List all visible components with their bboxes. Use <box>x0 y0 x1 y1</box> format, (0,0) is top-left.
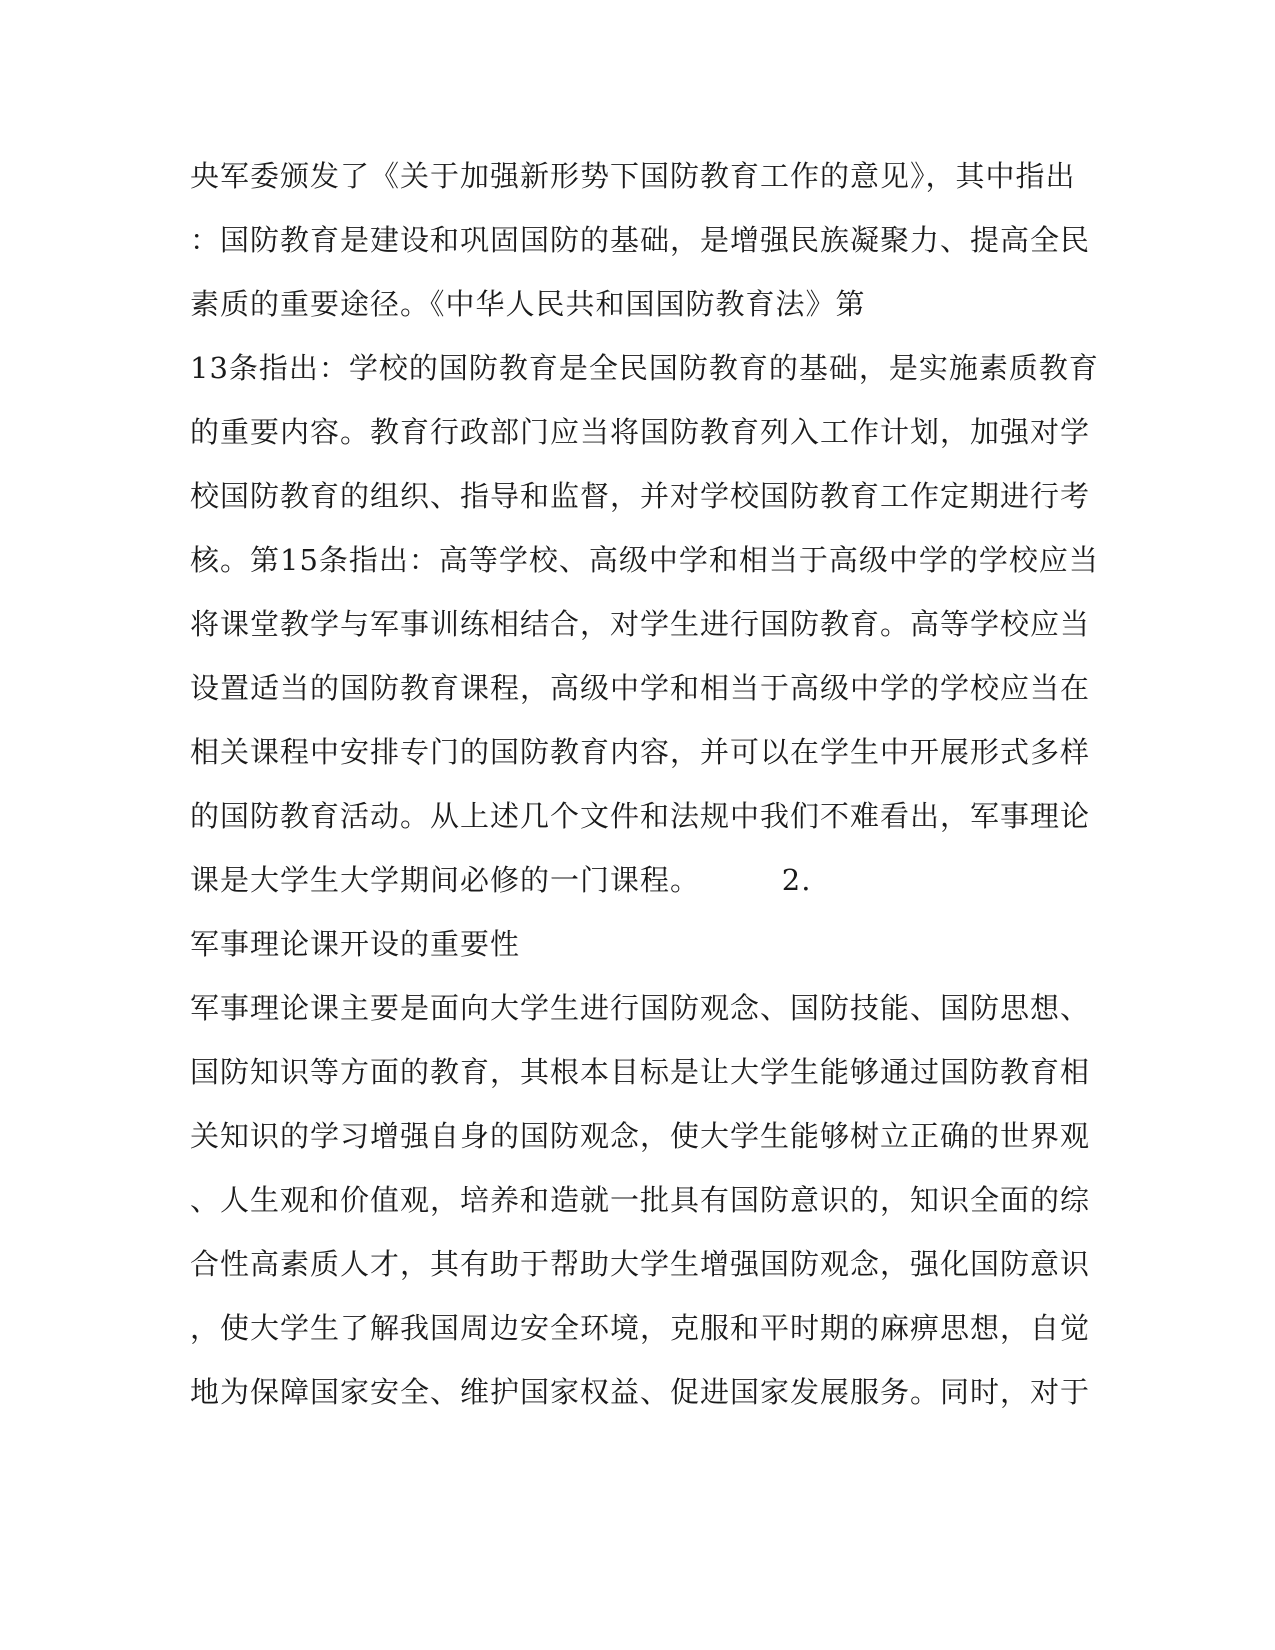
text-line: 合性高素质人才，其有助于帮助大学生增强国防观念，强化国防意识 <box>190 1247 1091 1281</box>
text-line: 地为保障国家安全、维护国家权益、促进国家发展服务。同时，对于 <box>190 1375 1091 1409</box>
text-line: 核。第15条指出：高等学校、高级中学和相当于高级中学的学校应当 <box>190 543 1099 577</box>
text-line: 国防知识等方面的教育，其根本目标是让大学生能够通过国防教育相 <box>190 1055 1091 1089</box>
text-line: 关知识的学习增强自身的国防观念，使大学生能够树立正确的世界观 <box>190 1119 1091 1153</box>
text-line: 13条指出：学校的国防教育是全民国防教育的基础，是实施素质教育 <box>190 351 1099 385</box>
text-line: 的国防教育活动。从上述几个文件和法规中我们不难看出，军事理论 <box>190 799 1091 833</box>
text-line: 设置适当的国防教育课程，高级中学和相当于高级中学的学校应当在 <box>190 671 1091 705</box>
text-line: ，使大学生了解我国周边安全环境，克服和平时期的麻痹思想，自觉 <box>190 1311 1091 1345</box>
text-line: 军事理论课主要是面向大学生进行国防观念、国防技能、国防思想、 <box>190 991 1091 1025</box>
text-line: 、人生观和价值观，培养和造就一批具有国防意识的，知识全面的综 <box>190 1183 1091 1217</box>
section-heading: 军事理论课开设的重要性 <box>190 927 521 961</box>
text-line: 校国防教育的组织、指导和监督，并对学校国防教育工作定期进行考 <box>190 479 1091 513</box>
text-line: 素质的重要途径。《中华人民共和国国防教育法》第 <box>190 287 866 321</box>
text-line: ：国防教育是建设和巩固国防的基础，是增强民族凝聚力、提高全民 <box>190 223 1091 257</box>
text-line: 央军委颁发了《关于加强新形势下国防教育工作的意见》，其中指出 <box>190 159 1076 193</box>
text-line: 将课堂教学与军事训练相结合，对学生进行国防教育。高等学校应当 <box>190 607 1091 641</box>
text-line: 课是大学生大学期间必修的一门课程。 2. <box>190 863 812 897</box>
text-line: 相关课程中安排专门的国防教育内容，并可以在学生中开展形式多样 <box>190 735 1091 769</box>
text-line: 的重要内容。教育行政部门应当将国防教育列入工作计划，加强对学 <box>190 415 1091 449</box>
